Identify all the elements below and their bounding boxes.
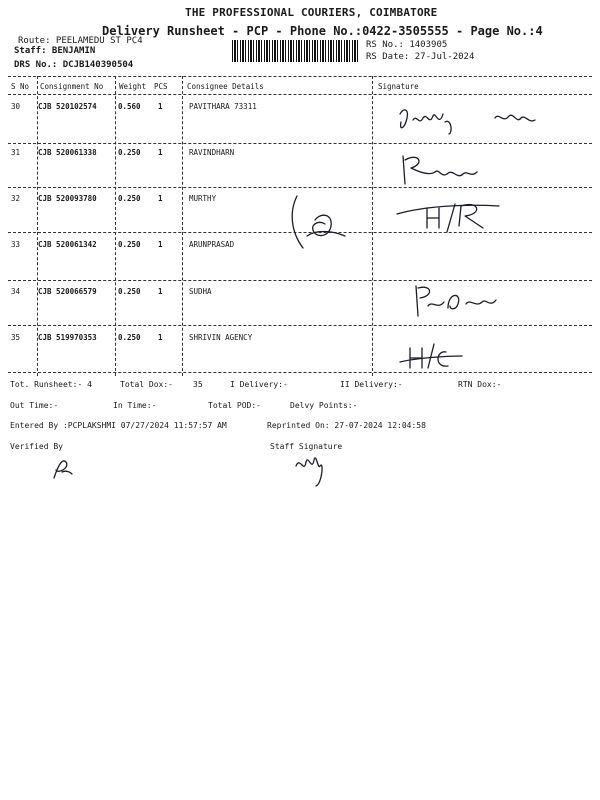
entered-by: Entered By :PCPLAKSHMI 07/27/2024 11:57:57 AM [10, 421, 227, 430]
route-label: Route: PEELAMEDU ST PC4 [18, 36, 143, 46]
row-weight: 0.250 [118, 333, 141, 342]
row-weight: 0.560 [118, 102, 141, 111]
verified-by-signature [48, 452, 78, 482]
row-rule [8, 325, 592, 326]
table-top-rule [8, 76, 592, 77]
delivery-stamp-mark [285, 192, 355, 254]
rs-date: RS Date: 27-Jul-2024 [366, 52, 475, 62]
row-sno: 31 [11, 148, 21, 157]
col-header-sno: S No [11, 82, 30, 91]
row-weight: 0.250 [118, 240, 141, 249]
row-rule [8, 143, 592, 144]
col-header-weight: Weight [119, 82, 147, 91]
row-pcs: 1 [158, 102, 163, 111]
row-sno: 34 [11, 287, 21, 296]
row-sno: 33 [11, 240, 21, 249]
row-weight: 0.250 [118, 148, 141, 157]
col-divider-3 [182, 76, 183, 376]
row-weight: 0.250 [118, 287, 141, 296]
signature-row-34 [410, 280, 510, 320]
row-consignee: RAVINDHARN [189, 148, 235, 157]
rs-number: RS No.: 1403905 [366, 40, 448, 50]
i-delivery: I Delivery:- [230, 380, 288, 389]
mark-hc-row-35 [396, 338, 466, 372]
reprinted-on: Reprinted On: 27-07-2024 12:04:58 [267, 421, 426, 430]
col-divider-1 [37, 76, 38, 376]
delvy-points: Delvy Points:- [290, 401, 358, 410]
row-consignee: ARUNPRASAD [189, 240, 235, 249]
verified-by-label: Verified By [10, 442, 63, 451]
row-consignee: SUDHA [189, 287, 212, 296]
company-title: THE PROFESSIONAL COURIERS, COIMBATORE [185, 6, 438, 19]
staff-signature [292, 446, 332, 490]
row-consignment: CJB 519970353 [38, 333, 97, 342]
ii-delivery: II Delivery:- [340, 380, 403, 389]
row-pcs: 1 [158, 194, 163, 203]
signature-row-30 [395, 104, 555, 140]
total-pod: Total POD:- [208, 401, 261, 410]
col-header-consignee: Consignee Details [187, 82, 264, 91]
row-consignee: MURTHY [189, 194, 217, 203]
row-pcs: 1 [158, 148, 163, 157]
row-weight: 0.250 [118, 194, 141, 203]
row-sno: 30 [11, 102, 21, 111]
rtn-dox: RTN Dox:- [458, 380, 502, 389]
out-time: Out Time:- [10, 401, 59, 410]
in-time: In Time:- [113, 401, 157, 410]
row-sno: 32 [11, 194, 21, 203]
row-consignment: CJB 520066579 [38, 287, 97, 296]
col-header-signature: Signature [378, 82, 419, 91]
col-header-consignment: Consignment No [40, 82, 104, 91]
row-consignment: CJB 520061342 [38, 240, 97, 249]
row-consignee: PAVITHARA 73311 [189, 102, 257, 111]
table-bottom-rule [8, 372, 592, 373]
staff-label: Staff: BENJAMIN [14, 46, 96, 56]
table-header-rule [8, 94, 592, 95]
staff-signature-label: Staff Signature [270, 442, 343, 451]
signature-row-31 [395, 150, 505, 188]
row-pcs: 1 [158, 240, 163, 249]
row-consignee: SHRIVIN AGENCY [189, 333, 253, 342]
runsheet-subtitle: Delivery Runsheet - PCP - Phone No.:0422-3505555 - Page No.:4 [102, 24, 543, 38]
row-consignment: CJB 520093780 [38, 194, 97, 203]
total-dox-label: Total Dox:- [120, 380, 173, 389]
col-divider-4 [372, 76, 373, 376]
row-sno: 35 [11, 333, 21, 342]
row-consignment: CJB 520102574 [38, 102, 97, 111]
total-dox-value: 35 [193, 380, 203, 389]
mark-hr-row-32 [395, 196, 505, 236]
row-pcs: 1 [158, 287, 163, 296]
row-pcs: 1 [158, 333, 163, 342]
col-header-pcs: PCS [154, 82, 168, 91]
barcode [232, 40, 360, 62]
row-consignment: CJB 520061338 [38, 148, 97, 157]
col-divider-2 [115, 76, 116, 376]
drs-number: DRS No.: DCJB140390504 [14, 60, 134, 70]
tot-runsheet: Tot. Runsheet:- 4 [10, 380, 92, 389]
